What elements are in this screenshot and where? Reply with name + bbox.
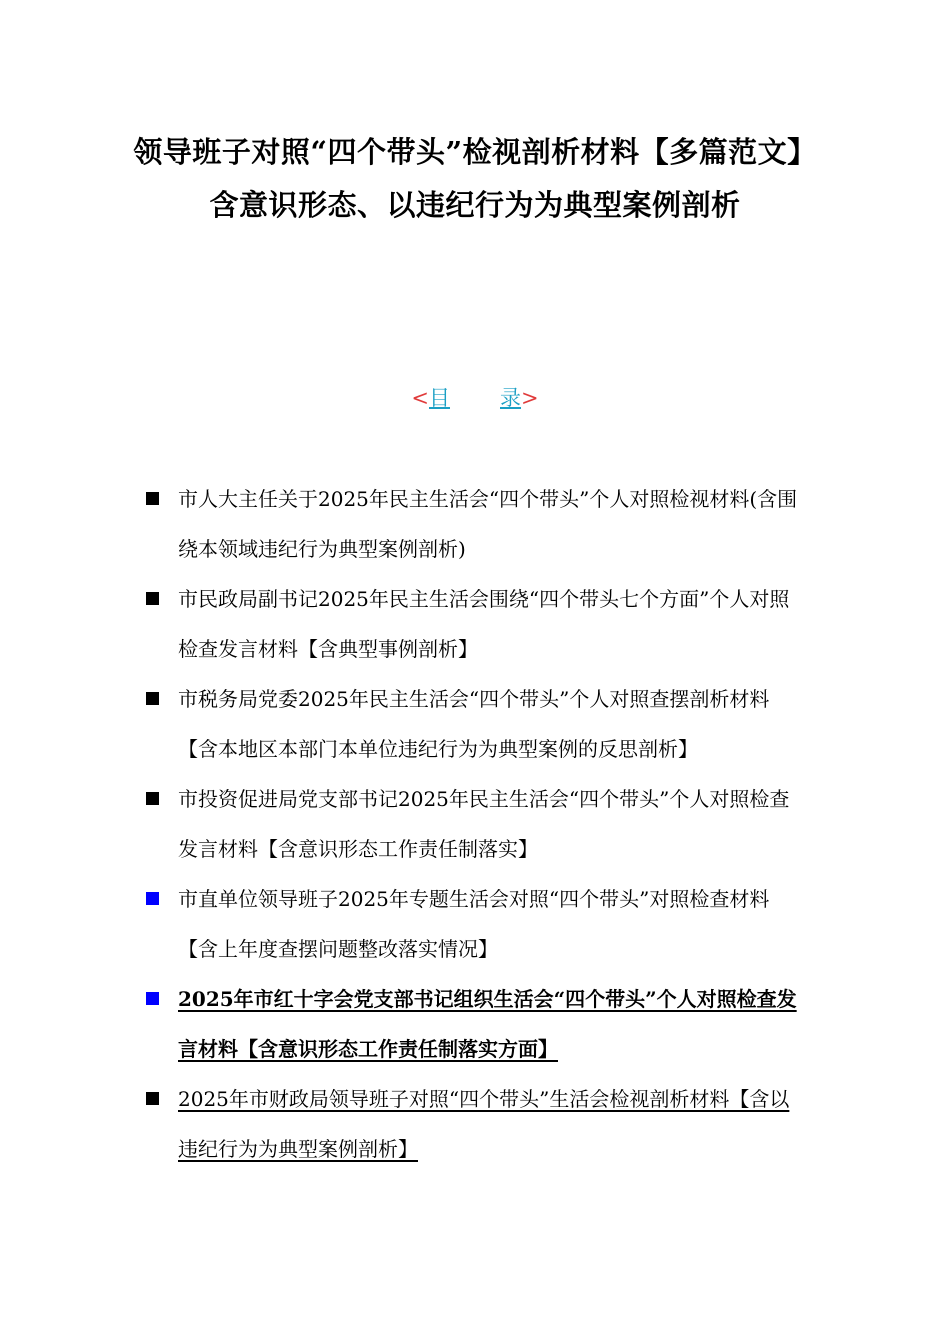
toc-item-link[interactable]: 2025年市红十字会党支部书记组织生活会“四个带头”个人对照检查发言材料【含意识形态工作责任制落实方面】: [178, 987, 797, 1061]
square-bullet-icon: [146, 892, 159, 905]
toc-item[interactable]: [145, 574, 805, 674]
square-bullet-icon: [146, 592, 159, 605]
toc-heading-close-bracket: >: [521, 386, 539, 410]
toc-heading-right-char: 录: [500, 386, 521, 410]
square-bullet-icon: [146, 1092, 159, 1105]
square-bullet-icon: [146, 692, 159, 705]
toc-item[interactable]: [145, 474, 805, 574]
document-title: 领导班子对照“四个带头”检视剖析材料【多篇范文】含意识形态、以违纪行为为典型案例剖析: [133, 135, 817, 222]
square-bullet-icon: [146, 492, 159, 505]
square-bullet-icon: [146, 992, 159, 1005]
toc-list: [145, 474, 805, 1174]
square-bullet-icon: [146, 792, 159, 805]
toc-heading-left-char: 目: [429, 386, 450, 410]
toc-item-text[interactable]: 市民政局副书记2025年民主生活会围绕“四个带头七个方面”个人对照检查发言材料【含典型事例剖析】: [178, 587, 790, 661]
toc-item[interactable]: [145, 774, 805, 874]
toc-heading-open-bracket: <: [411, 386, 429, 410]
toc-item-text[interactable]: 市投资促进局党支部书记2025年民主生活会“四个带头”个人对照检查发言材料【含意识形态工作责任制落实】: [178, 787, 790, 861]
toc-item[interactable]: [145, 674, 805, 774]
toc-item[interactable]: [145, 874, 805, 974]
toc-item[interactable]: [145, 1074, 805, 1174]
toc-item[interactable]: [145, 974, 805, 1074]
toc-item-text[interactable]: 市直单位领导班子2025年专题生活会对照“四个带头”对照检查材料【含上年度查摆问题整改落实情况】: [178, 887, 770, 961]
toc-item-link[interactable]: 2025年市财政局领导班子对照“四个带头”生活会检视剖析材料【含以违纪行为为典型案例剖析】: [178, 1087, 790, 1161]
toc-heading[interactable]: [0, 380, 950, 416]
toc-item-text[interactable]: 市税务局党委2025年民主生活会“四个带头”个人对照查摆剖析材料【含本地区本部门本单位违纪行为为典型案例的反思剖析】: [178, 687, 770, 761]
toc-item-text[interactable]: 市人大主任关于2025年民主生活会“四个带头”个人对照检视材料(含围绕本领域违纪行为典型案例剖析): [178, 487, 798, 561]
